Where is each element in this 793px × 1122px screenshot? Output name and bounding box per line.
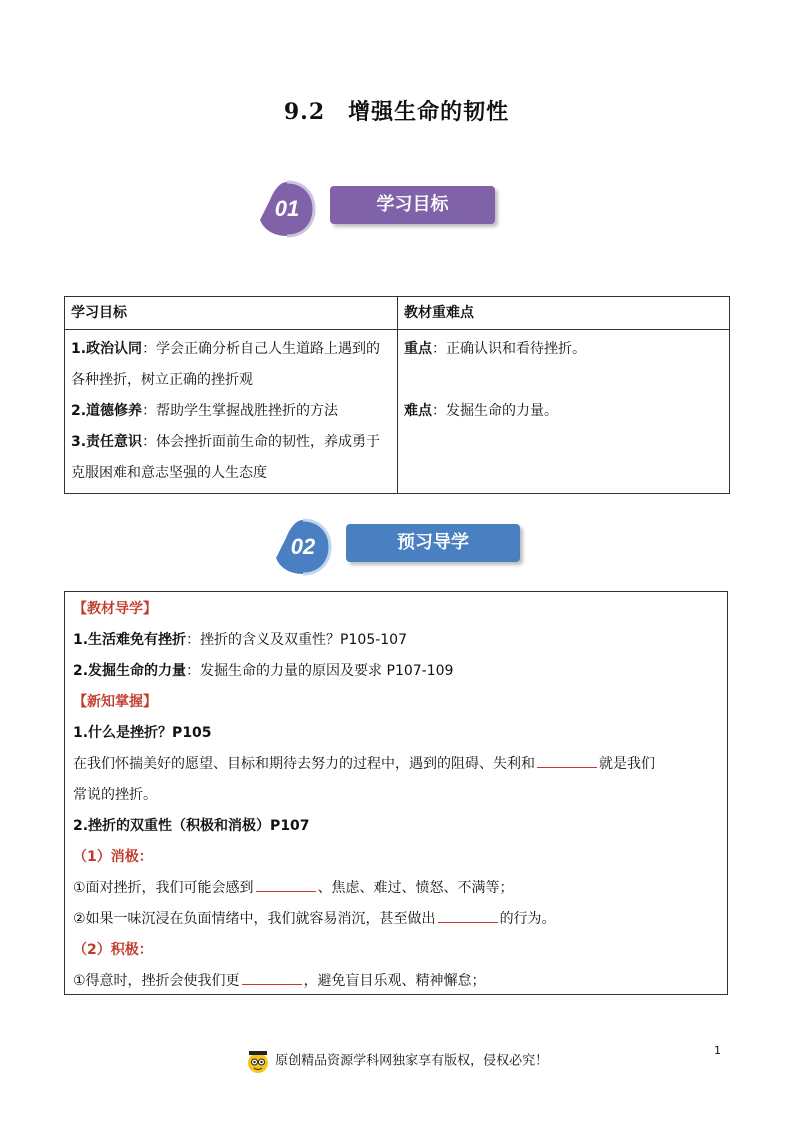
page-number: 1: [714, 1044, 721, 1057]
goal-text: ：帮助学生掌握战胜挫折的方法: [142, 403, 339, 419]
fill-blank: [256, 875, 316, 892]
paragraph: [73, 873, 719, 904]
item-text: ：挫折的含义及双重性？P105-107: [186, 632, 407, 648]
table-header-goals: 学习目标: [65, 297, 398, 330]
keypoint-text: ：正确认识和看待挫折。: [432, 341, 586, 357]
section-banner-goals: [258, 180, 498, 240]
goal-label: 1.政治认同: [71, 341, 143, 357]
goals-cell: [65, 330, 398, 494]
goal-text: ：学会正确分析自己人生道路上遇到的各种挫折，树立正确的挫折观: [71, 341, 381, 388]
paragraph: [73, 966, 719, 997]
keypoint-text: ：发掘生命的力量。: [432, 403, 558, 419]
footer: [0, 1048, 793, 1074]
copyright-text: 原创精品资源学科网独家享有版权，侵权必究！: [275, 1053, 549, 1069]
goals-table: [64, 296, 730, 494]
goal-item: [71, 427, 391, 489]
keypoints-cell: [398, 330, 730, 494]
subheading-negative: （1）消极：: [73, 849, 153, 865]
mascot-logo-icon: [245, 1048, 271, 1074]
keypoint-label: 重点: [404, 341, 432, 357]
fill-blank: [537, 751, 597, 768]
list-item: [73, 625, 719, 656]
item-label: 1.生活难免有挫折: [73, 632, 187, 648]
text-segment: 、焦虑、难过、愤怒、不满等；: [317, 880, 514, 896]
preview-box: [64, 591, 728, 995]
section-title: 预习导学: [346, 524, 520, 562]
section-number: 01: [274, 196, 300, 221]
tag-textbook-guide: 【教材导学】: [73, 601, 157, 617]
question-heading: 1.什么是挫折？P105: [73, 725, 212, 741]
subheading-positive: （2）积极：: [73, 942, 153, 958]
text-segment: 的行为。: [499, 911, 556, 927]
text-segment: 在我们怀揣美好的愿望、目标和期待去努力的过程中，遇到的阻碍、失利和: [73, 756, 535, 772]
keypoint-item: [404, 396, 723, 427]
tag-new-knowledge: 【新知掌握】: [73, 694, 157, 710]
text-segment: 就是我们: [599, 756, 655, 772]
goal-label: 3.责任意识: [71, 434, 143, 450]
table-row: [65, 330, 730, 494]
table-header-row: [65, 297, 730, 330]
text-segment: ②如果一味沉浸在负面情绪中，我们就容易消沉，甚至做出: [73, 911, 436, 927]
text-segment: ，避免盲目乐观、精神懈怠；: [303, 973, 486, 989]
goal-item: [71, 334, 391, 396]
fill-blank: [242, 968, 302, 985]
keypoint-item: [404, 334, 723, 365]
section-title: 学习目标: [330, 186, 495, 224]
paragraph: 常说的挫折。: [73, 787, 157, 803]
fill-blank: [438, 906, 498, 923]
item-label: 2.发掘生命的力量: [73, 663, 187, 679]
paragraph: [73, 749, 719, 780]
keypoint-label: 难点: [404, 403, 432, 419]
goal-item: [71, 396, 391, 427]
list-item: [73, 656, 719, 687]
question-heading: 2.挫折的双重性（积极和消极）P107: [73, 818, 310, 834]
item-text: ：发掘生命的力量的原因及要求 P107-109: [186, 663, 454, 679]
text-segment: ①得意时，挫折会使我们更: [73, 973, 240, 989]
page-title: 9.2 增强生命的韧性: [283, 99, 510, 125]
section-number: 02: [290, 534, 316, 559]
paragraph: [73, 904, 719, 935]
goal-label: 2.道德修养: [71, 403, 143, 419]
text-segment: ①面对挫折，我们可能会感到: [73, 880, 254, 896]
section-banner-preview: [274, 518, 524, 578]
table-header-keypoints: 教材重难点: [398, 297, 730, 330]
goal-text: ：体会挫折面前生命的韧性，养成勇于克服困难和意志坚强的人生态度: [71, 434, 381, 481]
